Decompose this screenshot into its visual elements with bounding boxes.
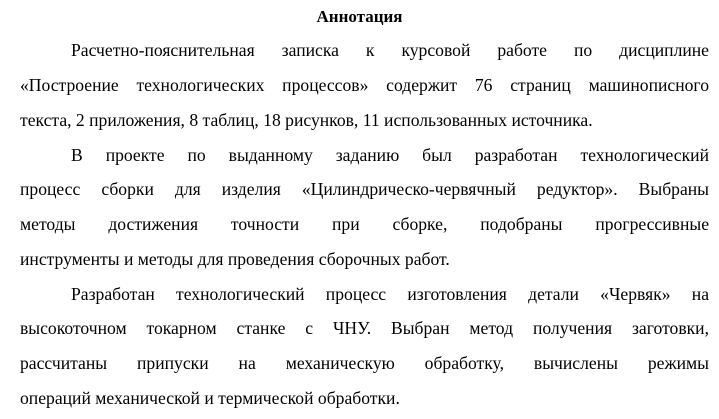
- paragraph-1-line-3: текста, 2 приложения, 8 таблиц, 18 рисунков, 11 использованных источника.: [20, 110, 593, 130]
- paragraph-3-line-4: операций механической и термической обработки.: [20, 388, 400, 408]
- paragraph-2-line-3: методы достижения точности при сборке, подобраны прогрессивные: [20, 214, 709, 234]
- paragraph-2-line-2: процесс сборки для изделия «Цилиндрическо-червячный редуктор». Выбраны: [20, 179, 709, 199]
- paragraph-1-line-1: Расчетно-пояснительная записка к курсовой работе по дисциплине: [71, 40, 709, 60]
- paragraph-3-line-1: Разработан технологический процесс изготовления детали «Червяк» на: [71, 284, 709, 304]
- paragraph-2-line-4: инструменты и методы для проведения сборочных работ.: [20, 249, 450, 269]
- paragraph-3-line-2: высокоточном токарном станке с ЧНУ. Выбран метод получения заготовки,: [20, 318, 709, 338]
- document-title: Аннотация: [316, 7, 403, 26]
- paragraph-3-line-3: рассчитаны припуски на механическую обработку, вычислены режимы: [20, 353, 709, 373]
- paragraph-2-line-1: В проекте по выданному заданию был разработан технологический: [71, 145, 709, 165]
- paragraph-1-line-2: «Построение технологических процессов» содержит 76 страниц машинописного: [20, 75, 709, 95]
